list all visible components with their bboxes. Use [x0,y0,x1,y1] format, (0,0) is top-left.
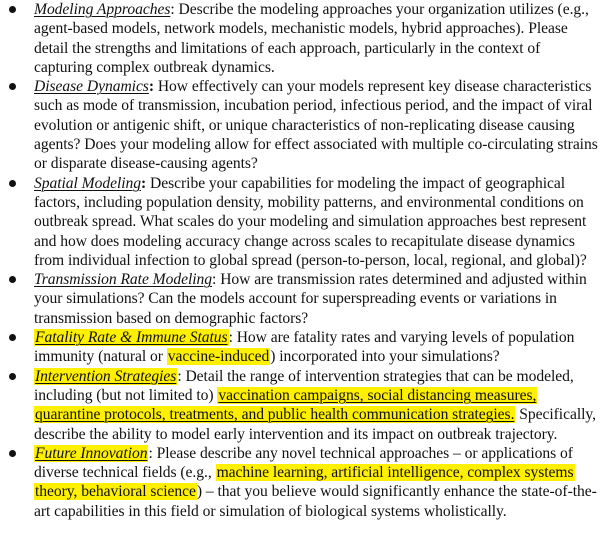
item-title-highlighted: Future Innovation [35,444,148,462]
title-separator: : [141,174,147,192]
list-item-disease-dynamics [0,77,600,173]
title-separator: : [148,78,154,96]
list-item-transmission-rate [0,270,600,328]
list-item-modeling-approaches [0,0,600,77]
highlighted-text: vaccination campaigns, social distancing measures, quarantine protocols, treatments, and public health communication strategies. [35,386,537,424]
item-title: Modeling Approaches [34,1,171,18]
bullet-icon [9,180,16,187]
title-separator: : [148,444,153,462]
item-body: Detail the range of intervention strategies that can be modeled, including (but not limited to) [34,367,574,404]
title-separator: : [177,367,182,385]
item-title: Disease Dynamics [34,78,149,96]
item-body-end: ) – that you believe would significantly enhance the state-of-the-art capabilities in this field or simulation of biological systems wholistically. [34,483,597,520]
item-body: Describe your capabilities for modeling the impact of geographical factors, including population density, mobility patterns, and environmental conditions on outbreak spread. What scales do your modeling and simulation approaches best represent and how does modeling accuracy change across scales to recapitulate disease dynamics from individual infection to global spread (person-to-person, local, regional, and global)? [34,174,587,269]
highlighted-text: machine learning, artificial intelligence, complex systems theory, behavioral science [35,464,574,501]
bullet-icon [9,334,16,341]
item-title: Transmission Rate Modeling [34,271,213,289]
item-title-highlighted: Intervention Strategies [35,367,177,385]
item-body: How are transmission rates determined and adjusted within your simulations? Can the models account for superspreading events or variations in transmission based on demographic factors? [34,271,587,327]
item-title-highlighted: Fatality Rate & Immune Status [35,329,228,347]
item-title: Spatial Modeling [34,174,142,192]
item-body: How effectively can your models represent key disease characteristics such as mode of transmission, incubation period, infectious period, and the impact of viral evolution or antigenic shift, or unique characteristics of non-replicating disease causing agents? Does your modeling allow for effect associated with multiple co-circulating strains or disparate disease-causing agents? [34,78,598,173]
item-body: Describe the modeling approaches your organization utilizes (e.g., agent-based models, network models, mechanistic models, hybrid approaches). Please detail the strengths and limitations of each approach, particularly in the context of capturing complex outbreak dynamics. [34,1,589,76]
bullet-icon [9,450,16,457]
title-separator: : [228,329,233,347]
title-separator: : [212,271,217,289]
item-body: Please describe any novel technical approaches – or applications of diverse technical fields (e.g., [34,444,573,482]
item-body-end: ) incorporated into your simulations? [270,348,500,366]
highlighted-text: vaccine-induced [167,348,270,366]
bullet-icon [9,373,16,380]
list-item-fatality-rate [0,328,600,367]
list-item-future-innovation [0,444,600,521]
list-item-spatial-modeling [0,174,600,270]
title-separator: : [170,1,175,18]
bullet-icon [9,83,16,90]
item-body-end: Specifically, describe the ability to model early intervention and its impact on outbreak trajectory. [34,406,596,443]
bullet-icon [9,276,16,283]
item-body: How are fatality rates and varying levels of population immunity (natural or [34,329,575,366]
list-item-intervention-strategies [0,367,600,444]
bullet-icon [9,6,16,13]
